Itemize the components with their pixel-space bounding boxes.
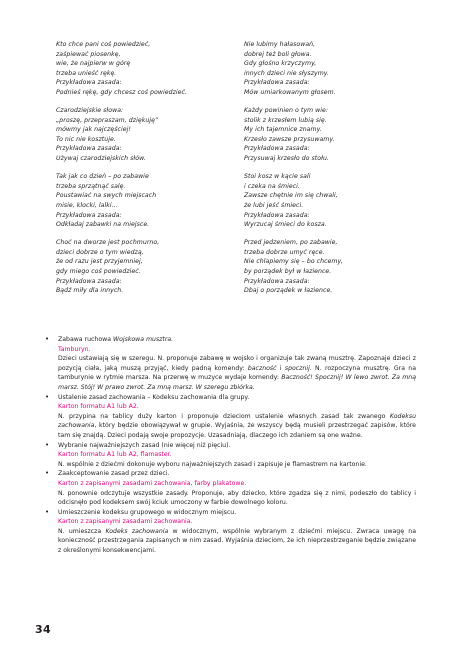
- poem-line: innych dzieci nie słyszymy.: [244, 69, 330, 77]
- poem-line: misie, klocki, lalki...: [56, 201, 118, 209]
- activity-title: [58, 508, 416, 518]
- poem-line: trzeba dobrze umyć ręce.: [244, 248, 325, 256]
- poem-line: wie, że najpierw w górę: [56, 60, 131, 68]
- poem-row: [56, 106, 416, 164]
- activity-title: [58, 441, 416, 451]
- poem-row: [56, 40, 416, 98]
- poem-stanza: [244, 238, 416, 296]
- poem-line: Odkładaj zabawki na miejsce.: [56, 221, 150, 229]
- poem-line: Przykładowa zasada:: [244, 211, 310, 219]
- description-fragment: baczność: [247, 364, 277, 372]
- poem-line: dobrej też boli głowa.: [244, 50, 312, 58]
- poem-line: stolik z krzesłem lubią się.: [244, 116, 327, 124]
- poem-line: Choć na dworze jest pochmurno,: [56, 239, 160, 247]
- description-fragment: Baczność! Spocznij! W lewo zwrot. Za mną marsz. Stój! W prawo zwrot. Za mną marsz. W szeregu zbiórka.: [58, 374, 416, 391]
- activity-materials: Karton z zapisanymi zasadami zachowania, farby plakatowe.: [58, 479, 247, 487]
- activity-item: [44, 508, 416, 556]
- rhymes-section: [56, 40, 416, 304]
- poem-line: Podnieś rękę, gdy chcesz coś powiedzieć.: [56, 88, 187, 96]
- poem-line: Wyrzucaj śmieci do kosza.: [244, 221, 327, 229]
- poem-line: Stoi kosz w kącie sali: [244, 173, 311, 181]
- activity-title-text: Wybranie najważniejszych zasad (nie więcej niż pięciu).: [58, 441, 231, 449]
- activities-list: [44, 335, 416, 556]
- description-fragment: Dzieci ustawiają się w szeregu. N. proponuje zabawę w wojsko i organizuje tak zwaną musztrę. Zapoznaje dzieci z pozycją ciała, jaką muszą przyjąć, kiedy padną komendy:: [58, 355, 416, 372]
- poem-row: [56, 238, 416, 296]
- activity-description: [58, 527, 416, 556]
- activity-title-text: Zabawa ruchowa: [58, 336, 113, 343]
- poem-line: że od razu jest przyjemniej,: [56, 258, 143, 266]
- poem-line: My ich tajemnice znamy.: [244, 126, 322, 134]
- description-fragment: N. ponownie odczytuje wszystkie zasady. Proponuje, aby dziecko, które zgadza się z nimi, podeszło do tablicy i odcisnęło pod kodeksem swój kciuk umoczony w farbie dowolnego koloru.: [58, 489, 416, 507]
- description-fragment: spocznij: [284, 364, 310, 372]
- poem-line: Kto chce pani coś powiedzieć,: [56, 41, 151, 48]
- poem-line: Mów umiarkowanym głosem.: [244, 88, 336, 96]
- description-fragment: N. umieszcza: [58, 527, 106, 535]
- description-fragment: Kodeksu zachowania: [58, 412, 416, 430]
- description-fragment: N. wspólnie z dziećmi dokonuje wyboru najważniejszych zasad i zapisuje je flamastrem na kartonie.: [58, 460, 367, 468]
- poem-stanza: [244, 172, 416, 230]
- activity-title-text: Umieszczenie kodeksu grupowego w widocznym miejscu.: [58, 508, 237, 516]
- poem-line: Przykładowa zasada:: [244, 79, 310, 87]
- activity-title-text: Zaakceptowanie zasad przez dzieci.: [58, 470, 170, 478]
- poem-stanza: [56, 238, 228, 296]
- description-fragment: . N. rozpoczyna musztrę. Gra na tamburynie w rytmie marsza. Na przerwę w muzyce wydaje komendy:: [58, 364, 416, 382]
- poem-line: Przykładowa zasada:: [56, 145, 122, 153]
- poem-line: Przykładowa zasada:: [244, 145, 310, 153]
- poem-line: Przysuwaj krzesło do stołu.: [244, 155, 329, 163]
- activity-title-italic: Wojskowa musztra.: [112, 336, 174, 343]
- poem-line: Nie lubimy hałasowań,: [244, 41, 316, 48]
- poem-line: Bądź miły dla innych.: [56, 287, 124, 295]
- poem-line: Przed jedzeniem, po zabawie,: [244, 239, 338, 247]
- poem-stanza: [56, 172, 228, 230]
- poem-line: że lubi jeść śmieci.: [244, 201, 304, 209]
- poem-line: Przykładowa zasada:: [56, 211, 122, 219]
- activity-title: [58, 469, 416, 479]
- poem-line: Każdy powinien o tym wie:: [244, 107, 329, 115]
- poem-line: by porządek był w łazience.: [244, 267, 332, 275]
- activity-title: [58, 335, 416, 345]
- activity-title: [58, 393, 416, 403]
- poem-line: trzeba sprzątnąć salę.: [56, 182, 126, 190]
- poem-line: Zawsze chętnie im się chwali,: [244, 192, 338, 200]
- bullet-dot-icon: •: [45, 469, 50, 478]
- activity-materials: Karton formatu A1 lub A2.: [58, 403, 139, 411]
- description-fragment: w widocznym, wspólnie wybranym z dziećmi miejscu. Zwraca uwagę na konieczność przestrzegania zapisanych w nim zasad. Wyjaśnia dzieciom, że ich nieprzestrzeganie będzie związane z określonymi konsekwencjami.: [58, 527, 416, 555]
- bullet-dot-icon: •: [45, 507, 50, 516]
- activity-materials: Karton z zapisanymi zasadami zachowania.: [58, 518, 193, 526]
- activity-item: [44, 441, 416, 470]
- description-fragment: N. przypina na tablicy duży karton i proponuje dzieciom ustalenie własnych zasad tak zwanego: [58, 412, 390, 420]
- poem-line: Przykładowa zasada:: [56, 277, 122, 285]
- activity-description: [58, 489, 416, 508]
- poem-line: To nic nie kosztuje.: [56, 135, 116, 143]
- bullet-dot-icon: •: [45, 440, 50, 449]
- poem-line: Poustawiać na swych miejscach: [56, 192, 157, 200]
- activity-item: [44, 335, 416, 393]
- poem-line: trzeba unieść rękę.: [56, 69, 117, 77]
- activity-description: [58, 412, 416, 441]
- poem-line: Tak jak co dzień – po zabawie: [56, 173, 149, 181]
- poem-line: zaśpiewać piosenkę,: [56, 50, 121, 58]
- activity-materials: Tamburyn.: [58, 345, 91, 353]
- activity-description: [58, 460, 416, 470]
- poem-line: „proszę, przepraszam, dziękuję”: [56, 116, 159, 124]
- description-fragment: , który będzie obowiązywał w grupie. Wyjaśnia, że wszyscy będą musieli przestrzegać zapisów, które tam się znajdą. Dzieci podają swoje propozycje. Uzasadniają, dlaczego ich zdaniem są one ważne.: [58, 422, 416, 439]
- poem-line: i czeka na śmieci.: [244, 182, 300, 190]
- activity-description: [58, 354, 416, 392]
- poem-line: mówmy jak najczęściej!: [56, 126, 131, 134]
- description-fragment: i: [276, 364, 285, 372]
- activity-item: [44, 469, 416, 507]
- poem-stanza: [56, 106, 228, 164]
- poem-row: [56, 172, 416, 230]
- bullet-dot-icon: •: [45, 335, 50, 343]
- poem-stanza: [244, 40, 416, 98]
- activity-title-text: Ustalenie zasad zachowania – Kodeksu zachowania dla grupy.: [58, 393, 250, 401]
- poem-line: Gdy głośno krzyczymy,: [244, 60, 317, 68]
- poem-line: dzieci dobrze o tym wiedzą,: [56, 248, 144, 256]
- poem-line: Przykładowa zasada:: [56, 79, 122, 87]
- poem-line: Nie chlapiemy się – bo chcemy,: [244, 258, 343, 266]
- poem-line: Dbaj o porządek w łazience.: [244, 287, 333, 295]
- activity-item: [44, 393, 416, 441]
- poem-line: Przykładowa zasada:: [244, 277, 310, 285]
- activity-materials: Karton formatu A1 lub A2, flamaster.: [58, 451, 172, 459]
- page-number: 34: [35, 623, 51, 636]
- bullet-dot-icon: •: [45, 392, 50, 401]
- poem-line: Czarodziejskie słowa:: [56, 107, 124, 115]
- poem-line: gdy miego coś powiedzieć.: [56, 267, 141, 275]
- poem-line: Używaj czarodziejskich słów.: [56, 155, 146, 163]
- poem-line: Krzesło zawsze przysuwamy.: [244, 135, 335, 143]
- poem-stanza: [56, 40, 228, 98]
- description-fragment: Kodeks zachowania: [105, 527, 169, 535]
- poem-stanza: [244, 106, 416, 164]
